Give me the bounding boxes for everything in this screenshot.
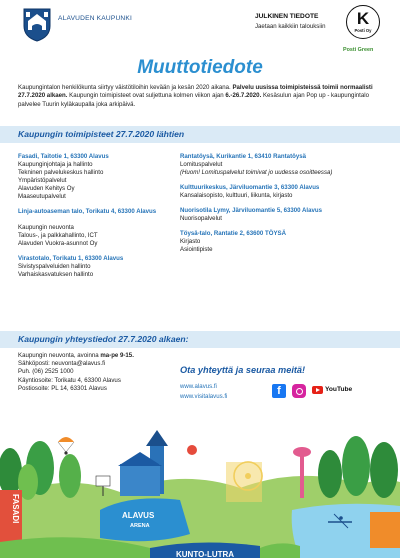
contact-hours [18,352,178,360]
office-line: Kaupungin neuvonta [18,224,74,231]
office-block [180,153,385,177]
instagram-icon[interactable] [292,384,306,398]
office-block [180,230,385,254]
office-block [18,255,178,279]
office-line: Kaupunginjohtaja ja hallinto [18,161,93,168]
office-line: Talous-, ja palkkahallinto, ICT [18,232,98,239]
office-heading: Rantatöysä, Kurikantie 1, 63410 Rantatöysä [180,153,306,160]
office-line: Alavuden Kehitys Oy [18,185,75,192]
office-line: Sivistyspalveluiden hallinto [18,263,91,270]
posti-green-label: Posti Green [343,47,374,53]
contact-postal-address: Postiosoite: PL 14, 63301 Alavus [18,384,107,392]
offices-left-column [18,153,178,286]
office-line: Kirjasto [180,238,201,245]
city-crest-icon [22,6,52,42]
youtube-icon[interactable] [312,386,323,394]
follow-title: Ota yhteyttä ja seuraa meitä! [180,365,306,375]
contact-phone: Puh. (06) 2525 1000 [18,368,74,376]
office-heading: Töysä-talo, Rantatie 2, 63600 TÖYSÄ [180,230,287,237]
page-title: Muuttotiedote [137,57,263,78]
intro-text-2: Kaupungin toimipisteet ovat suljettuna kolmen viikon ajan [69,92,224,100]
contact-email: Sähköposti: neuvonta@alavus.fi [18,360,106,368]
office-line: Alavuden Vuokra-asunnot Oy [18,240,98,247]
posti-name: Posti Oy [354,28,372,33]
intro-bold-1: Palvelu uusissa toimipisteissä toimii normaalisti 27.7.2020 alkaen. [18,84,373,100]
contact-visit-address: Käyntiosoite: Torikatu 4, 63300 Alavus [18,376,121,384]
office-heading: Linja-autoaseman talo, Torikatu 4, 63300 Alavus [18,208,157,215]
visit-website-link[interactable]: www.visitalavus.fi [180,393,228,400]
contact-hours-bold: ma-pe 9-15. [100,352,134,359]
office-line: Lomituspalvelut [180,161,223,168]
intro-text-1: Kaupungintalon henkilökunta siirtyy väistötiloihin kevään ja kesän 2020 aikana. [18,84,231,91]
section-band-contact [0,331,400,348]
website-link[interactable]: www.alavus.fi [180,383,217,390]
offices-right-column [180,153,385,261]
contact-hours-text: Kaupungin neuvonta, avoinna [18,352,99,359]
intro-bold-2: 6.-26.7.2020. [225,92,262,100]
office-heading: Kulttuurikeskus, Järviluomantie 3, 63300 Alavus [180,184,320,191]
notice-subtitle: Jaetaan kaikkiin talouksiin [255,23,326,30]
section-band-offices [0,126,400,143]
fasadi-label: FASADI [11,494,20,524]
section-title-offices: Kaupungin toimipisteet 27.7.2020 lähtien [18,129,185,139]
office-line: Maaseutupalvelut [18,193,66,200]
office-heading: Nuorisotila Lymy, Järviluomantie 5, 63300 Alavus [180,207,323,214]
notice-title: JULKINEN TIEDOTE [255,13,319,20]
office-line: Varhaiskasvatuksen hallinto [18,271,94,278]
town-illustration [0,430,400,558]
posti-k-letter: K [356,9,370,28]
facebook-icon[interactable]: f [272,384,286,398]
office-block [180,184,385,200]
office-line: Tekninen palvelukeskus hallinto [18,169,104,176]
org-name: ALAVUDEN KAUPUNKI [58,15,132,22]
office-line: Nuorisopalvelut [180,215,223,222]
office-block [18,153,178,201]
intro-text-3: Kesäsulun ajan Pop up - kaupungintalo palvelee Tuurin kyläkaupalla joka arkipäivä. [18,92,370,108]
posti-k-badge [346,5,380,39]
office-block [18,208,178,248]
office-line: Ympäristöpalvelut [18,177,67,184]
office-line-spacer [18,216,178,224]
office-note: (Huom! Lomituspalvelut toimivat jo uudessa osoitteessa) [180,169,333,176]
kunto-lutra-label: KUNTO-LUTRA [176,550,235,558]
office-heading: Fasadi, Taitotie 1, 63300 Alavus [18,153,109,160]
header [0,0,400,62]
arena-label-2: ARENA [130,523,150,529]
contact-info [18,352,178,393]
arena-label-1: ALAVUS [122,511,155,520]
youtube-label[interactable]: YouTube [325,386,353,393]
intro-paragraph [18,84,384,109]
office-heading: Virastotalo, Torikatu 1, 63300 Alavus [18,255,124,262]
office-block [180,207,385,223]
office-line: Kansalaisopisto, kulttuuri, liikunta, kirjasto [180,192,293,199]
office-line: Asiointipiste [180,246,213,253]
section-title-contact: Kaupungin yhteystiedot 27.7.2020 alkaen: [18,334,189,344]
